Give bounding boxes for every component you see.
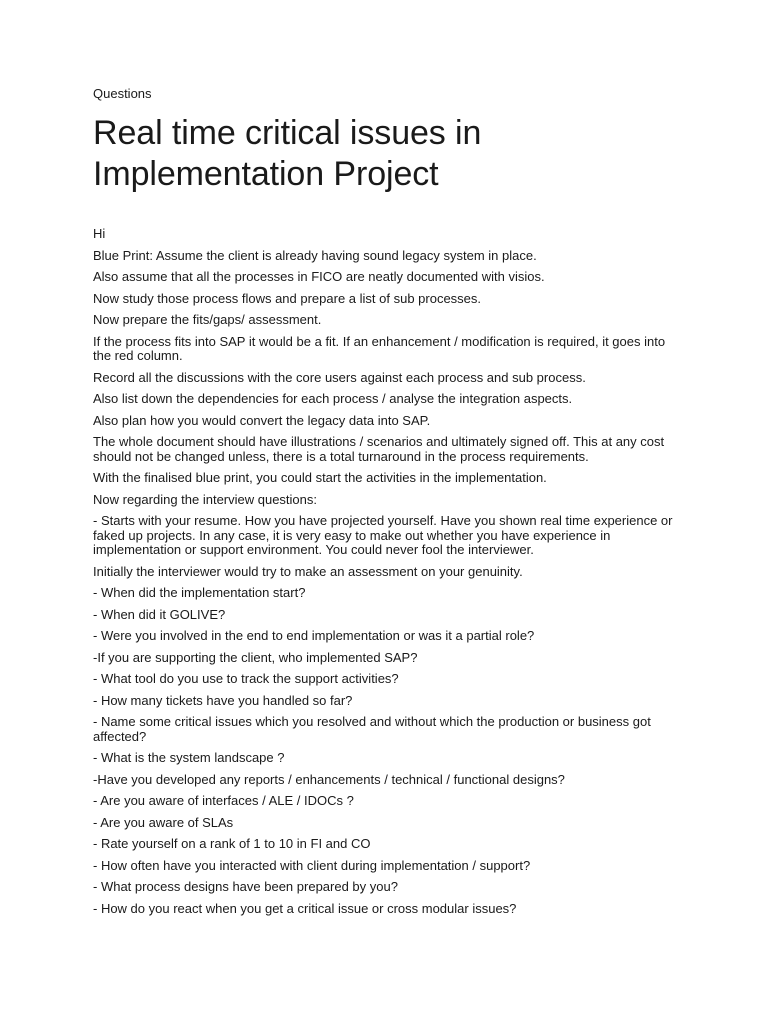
question-item: - What tool do you use to track the support activities?: [93, 671, 399, 686]
question-item: - When did the implementation start?: [93, 585, 306, 600]
question-item: -If you are supporting the client, who implemented SAP?: [93, 649, 418, 665]
question-item: - Are you aware of interfaces / ALE / IDOCs ?: [93, 793, 354, 808]
question-item: - When did it GOLIVE?: [93, 606, 226, 622]
paragraph: Also list down the dependencies for each process / analyse the integration aspects.: [93, 391, 573, 406]
paragraph: If the process fits into SAP it would be a fit. If an enhancement / modification is required, it goes into the red column.: [93, 333, 666, 363]
paragraph: Hi: [93, 226, 106, 241]
paragraph: Initially the interviewer would try to make an assessment on your genuinity.: [93, 563, 523, 579]
question-item: - How often have you interacted with client during implementation / support?: [93, 857, 531, 873]
question-item: - Were you involved in the end to end implementation or was it a partial role?: [93, 628, 535, 643]
section-label: Questions: [93, 86, 152, 101]
question-item: - What is the system landscape ?: [93, 750, 285, 765]
question-item: - What process designs have been prepared by you?: [93, 879, 398, 894]
question-item: -Have you developed any reports / enhancements / technical / functional designs?: [93, 771, 565, 787]
question-item: - How do you react when you get a critical issue or cross modular issues?: [93, 900, 517, 916]
paragraph: Also plan how you would convert the legacy data into SAP.: [93, 412, 431, 428]
paragraph: Also assume that all the processes in FICO are neatly documented with visios.: [93, 269, 545, 284]
paragraph: Now prepare the fits/gaps/ assessment.: [93, 312, 322, 327]
question-item: - How many tickets have you handled so far?: [93, 692, 353, 708]
paragraph: Record all the discussions with the core users against each process and sub process.: [93, 369, 586, 385]
paragraph: The whole document should have illustrations / scenarios and ultimately signed off. This at any cost should not be changed unless, there is a total turnaround in the process requirements.: [93, 434, 665, 464]
question-item: - Are you aware of SLAs: [93, 814, 234, 830]
paragraph: Blue Print: Assume the client is already having sound legacy system in place.: [93, 247, 537, 263]
question-item: - Name some critical issues which you resolved and without which the production or business got affected?: [93, 714, 651, 744]
document-body: [93, 227, 683, 916]
question-item: - Rate yourself on a rank of 1 to 10 in FI and CO: [93, 836, 371, 851]
paragraph: Now study those process flows and prepare a list of sub processes.: [93, 290, 482, 306]
paragraph: - Starts with your resume. How you have projected yourself. Have you shown real time experience or faked up projects. In any case, it is very easy to make out whether you have experience in implementation or support environment. You could never fool the interviewer.: [93, 513, 673, 557]
page-title: Real time critical issues in Implementation Project: [93, 114, 482, 193]
document-page: [93, 86, 683, 923]
paragraph: With the finalised blue print, you could start the activities in the implementation.: [93, 470, 547, 485]
paragraph: Now regarding the interview questions:: [93, 491, 318, 507]
